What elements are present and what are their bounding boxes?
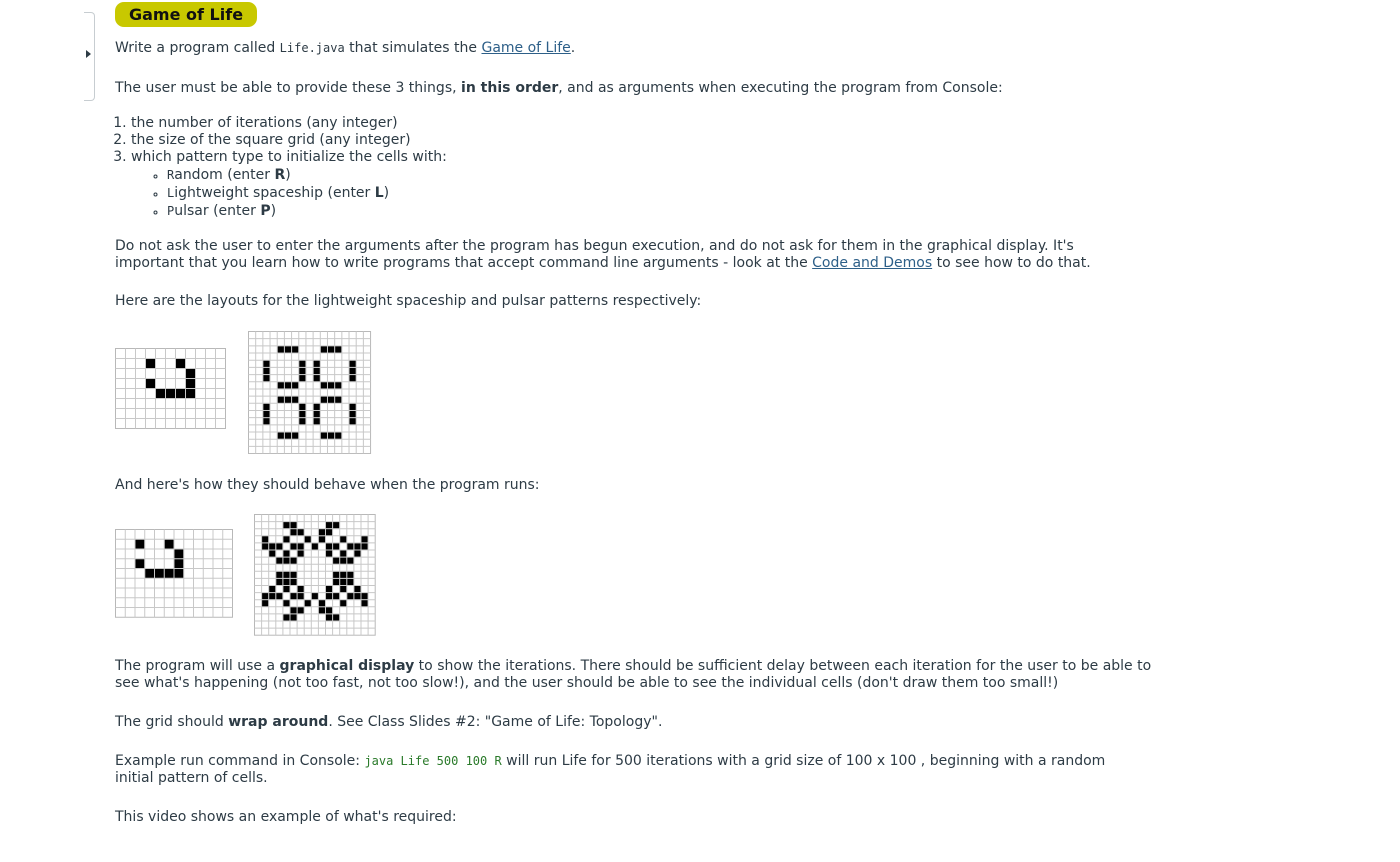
live-cell — [319, 529, 325, 535]
live-cell — [305, 600, 311, 606]
live-cell — [321, 397, 327, 403]
live-cell — [340, 586, 346, 592]
arguments-list — [95, 115, 1095, 220]
live-cell — [340, 558, 346, 564]
live-cell — [340, 572, 346, 578]
live-cell — [314, 418, 320, 424]
args-text: The user must be able to provide these 3 things, — [115, 80, 462, 96]
option-key: L — [374, 185, 384, 201]
list-item — [131, 149, 1095, 220]
option-text: ulsar (enter — [174, 203, 261, 219]
live-cell — [291, 614, 297, 620]
option-end: ) — [383, 185, 390, 201]
live-cell — [262, 600, 268, 606]
live-cell — [263, 368, 269, 374]
live-cell — [312, 543, 318, 549]
live-cell — [262, 543, 268, 549]
live-cell — [362, 600, 368, 606]
live-cell — [328, 397, 334, 403]
live-cell — [350, 375, 356, 381]
live-cell — [340, 579, 346, 585]
live-cell — [269, 593, 275, 599]
live-cell — [285, 433, 291, 439]
live-cell — [269, 543, 275, 549]
live-cell — [314, 375, 320, 381]
live-cell — [145, 569, 154, 578]
live-cell — [263, 375, 269, 381]
live-cell — [285, 397, 291, 403]
live-cell — [326, 551, 332, 557]
live-cell — [276, 572, 282, 578]
live-cell — [283, 600, 289, 606]
live-cell — [299, 418, 305, 424]
live-cell — [283, 586, 289, 592]
live-cell — [285, 382, 291, 388]
live-cell — [262, 536, 268, 542]
live-cell — [354, 543, 360, 549]
live-cell — [291, 572, 297, 578]
spaceship-layout-grid — [115, 348, 228, 437]
live-cell — [347, 579, 353, 585]
live-cell — [176, 389, 185, 398]
behave-paragraph: And here's how they should behave when the program runs: — [115, 477, 540, 493]
graphical-bold: graphical display — [279, 658, 415, 674]
live-cell — [314, 411, 320, 417]
args-bold: in this order — [461, 80, 559, 96]
live-cell — [292, 397, 298, 403]
live-cell — [350, 418, 356, 424]
live-cell — [292, 346, 298, 352]
live-cell — [333, 572, 339, 578]
live-cell — [186, 389, 195, 398]
intro-text-3: . — [570, 40, 576, 56]
live-cell — [278, 346, 284, 352]
live-cell — [347, 572, 353, 578]
live-cell — [350, 361, 356, 367]
graphical-paragraph — [115, 658, 1155, 692]
live-cell — [175, 550, 184, 559]
pulsar-layout-grid — [248, 331, 372, 454]
live-cell — [276, 558, 282, 564]
live-cell — [175, 559, 184, 568]
live-cell — [136, 540, 145, 549]
live-cell — [283, 536, 289, 542]
live-cell — [319, 600, 325, 606]
graphical-text-2: to show the iterations. There should be sufficient delay between each iteration for the user to be able to see what's happening (not too fast, not too slow!), and the user should be able to see the individual cells (don't draw them too small!) — [115, 658, 1152, 691]
live-cell — [176, 359, 185, 368]
example-paragraph — [115, 753, 1115, 787]
pattern-option-pulsar — [167, 202, 1095, 220]
live-cell — [278, 397, 284, 403]
live-cell — [263, 411, 269, 417]
live-cell — [328, 346, 334, 352]
example-text: Example run command in Console: — [115, 753, 365, 769]
live-cell — [165, 540, 174, 549]
live-cell — [263, 404, 269, 410]
live-cell — [283, 551, 289, 557]
live-cell — [347, 543, 353, 549]
pattern-option-random — [167, 166, 1095, 184]
live-cell — [326, 586, 332, 592]
list-item-text: which pattern type to initialize the cells with: — [131, 149, 447, 165]
live-cell — [340, 536, 346, 542]
wrap-paragraph — [115, 714, 1175, 731]
live-cell — [276, 543, 282, 549]
live-cell — [175, 569, 184, 578]
live-cell — [299, 361, 305, 367]
live-cell — [291, 543, 297, 549]
live-cell — [326, 522, 332, 528]
live-cell — [299, 368, 305, 374]
live-cell — [319, 536, 325, 542]
live-cell — [291, 529, 297, 535]
live-cell — [326, 543, 332, 549]
live-cell — [333, 579, 339, 585]
live-cell — [333, 558, 339, 564]
live-cell — [333, 614, 339, 620]
live-cell — [156, 389, 165, 398]
live-cell — [155, 569, 164, 578]
pattern-option-spaceship — [167, 184, 1095, 202]
arguments-intro — [115, 80, 1175, 97]
live-cell — [283, 522, 289, 528]
live-cell — [278, 382, 284, 388]
option-end: ) — [285, 167, 291, 183]
live-cell — [283, 614, 289, 620]
pulsar-animation-grid — [254, 514, 376, 636]
live-cell — [350, 404, 356, 410]
live-cell — [298, 551, 304, 557]
live-cell — [319, 607, 325, 613]
live-cell — [276, 593, 282, 599]
live-cell — [347, 593, 353, 599]
live-cell — [146, 359, 155, 368]
live-cell — [333, 522, 339, 528]
live-cell — [269, 586, 275, 592]
collapse-sidebar-toggle[interactable] — [84, 12, 95, 101]
live-cell — [186, 379, 195, 388]
live-cell — [354, 551, 360, 557]
live-cell — [354, 593, 360, 599]
spaceship-animation-grid — [115, 529, 233, 621]
live-cell — [335, 397, 341, 403]
list-item: 1. the number of iterations (any integer) — [131, 115, 1095, 132]
live-cell — [312, 593, 318, 599]
example-text-2: will run Life for 500 iterations with a grid size of 100 x 100 , beginning with a random initial pattern of cells. — [115, 753, 1106, 786]
live-cell — [298, 593, 304, 599]
live-cell — [299, 375, 305, 381]
option-code: R — [167, 168, 175, 182]
chevron-right-icon — [86, 50, 91, 58]
option-code: P — [167, 204, 175, 218]
live-cell — [335, 382, 341, 388]
live-cell — [276, 579, 282, 585]
live-cell — [165, 569, 174, 578]
wrap-text-2: . See Class Slides #2: "Game of Life: Topology". — [328, 714, 663, 730]
wrap-text: The grid should — [115, 714, 229, 730]
live-cell — [299, 404, 305, 410]
args-text-2: , and as arguments when executing the program from Console: — [558, 80, 1003, 96]
live-cell — [350, 368, 356, 374]
list-item: 2. the size of the square grid (any integer) — [131, 132, 1095, 149]
video-paragraph: This video shows an example of what's required: — [115, 809, 457, 825]
graphical-text: The program will use a — [115, 658, 280, 674]
live-cell — [262, 593, 268, 599]
live-cell — [263, 361, 269, 367]
live-cell — [326, 614, 332, 620]
live-cell — [292, 433, 298, 439]
no-ask-paragraph — [115, 238, 1145, 272]
live-cell — [362, 543, 368, 549]
live-cell — [298, 607, 304, 613]
live-cell — [314, 361, 320, 367]
live-cell — [326, 593, 332, 599]
live-cell — [298, 529, 304, 535]
live-cell — [321, 346, 327, 352]
live-cell — [340, 551, 346, 557]
live-cell — [283, 572, 289, 578]
intro-paragraph — [115, 40, 1175, 57]
live-cell — [292, 382, 298, 388]
live-cell — [321, 382, 327, 388]
live-cell — [321, 433, 327, 439]
live-cell — [136, 559, 145, 568]
live-cell — [347, 558, 353, 564]
live-cell — [299, 411, 305, 417]
live-cell — [186, 369, 195, 378]
live-cell — [291, 558, 297, 564]
code-and-demos-link[interactable]: Code and Demos — [812, 255, 933, 271]
live-cell — [362, 536, 368, 542]
example-command-code: java Life 500 100 R — [364, 754, 502, 768]
live-cell — [278, 433, 284, 439]
live-cell — [333, 543, 339, 549]
game-of-life-link[interactable]: Game of Life — [481, 40, 571, 56]
intro-text-2: that simulates the — [344, 40, 482, 56]
live-cell — [314, 368, 320, 374]
option-text: andom (enter — [174, 167, 275, 183]
option-code: L — [167, 186, 175, 200]
live-cell — [326, 607, 332, 613]
live-cell — [314, 404, 320, 410]
page-title-badge: Game of Life — [115, 2, 257, 27]
layouts-paragraph: Here are the layouts for the lightweight spaceship and pulsar patterns respectively: — [115, 293, 702, 309]
live-cell — [283, 579, 289, 585]
option-text: ightweight spaceship (enter — [174, 185, 375, 201]
live-cell — [285, 346, 291, 352]
option-key: R — [274, 167, 286, 183]
live-cell — [335, 433, 341, 439]
live-cell — [298, 586, 304, 592]
live-cell — [298, 543, 304, 549]
live-cell — [146, 379, 155, 388]
live-cell — [269, 551, 275, 557]
live-cell — [326, 529, 332, 535]
live-cell — [340, 600, 346, 606]
live-cell — [362, 593, 368, 599]
grid-background — [249, 332, 371, 454]
live-cell — [291, 607, 297, 613]
live-cell — [166, 389, 175, 398]
option-end: ) — [270, 203, 277, 219]
live-cell — [291, 522, 297, 528]
wrap-bold: wrap around — [228, 714, 329, 730]
live-cell — [333, 593, 339, 599]
live-cell — [328, 382, 334, 388]
filename-code: Life.java — [279, 41, 345, 55]
live-cell — [283, 558, 289, 564]
no-ask-text: Do not ask the user to enter the arguments after the program has begun execution, and do not ask for them in the graphical display. It's important that you learn how to write programs that accept command line arguments - look at the — [115, 238, 1074, 271]
intro-text: Write a program called — [115, 40, 280, 56]
live-cell — [350, 411, 356, 417]
live-cell — [291, 593, 297, 599]
live-cell — [305, 536, 311, 542]
no-ask-text-2: to see how to do that. — [932, 255, 1091, 271]
live-cell — [291, 579, 297, 585]
grid-background — [255, 515, 376, 636]
live-cell — [263, 418, 269, 424]
live-cell — [335, 346, 341, 352]
option-key: P — [260, 203, 271, 219]
live-cell — [354, 586, 360, 592]
live-cell — [328, 433, 334, 439]
